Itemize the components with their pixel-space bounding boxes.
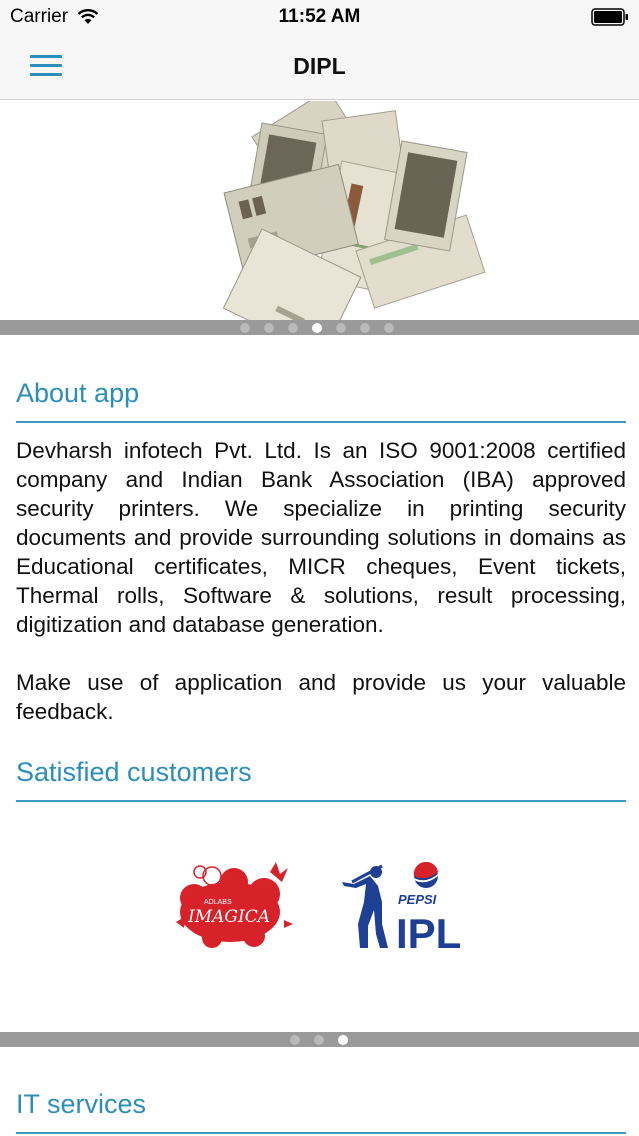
banner-page-dot[interactable] [336, 323, 346, 333]
banner-carousel[interactable] [0, 101, 639, 320]
customers-pager [0, 1032, 639, 1047]
security-documents-image [0, 101, 639, 320]
about-title: About app [16, 378, 140, 408]
page-title: DIPL [293, 53, 346, 79]
about-paragraph: Devharsh infotech Pvt. Ltd. Is an ISO 9001:2008 certified company and Indian Bank Association (IBA) approved security printers. We specialize in printing security documents and provide surrounding solutions in domains as Educational certificates, MICR cheques, Event tickets, Thermal rolls, Software & solutions, result processing, digitization and database generation. [16, 438, 626, 637]
carrier-label: Carrier [10, 6, 69, 27]
about-paragraph: Make use of application and provide us your valuable feedback. [16, 670, 626, 724]
banner-page-dot[interactable] [240, 323, 250, 333]
imagica-logo [172, 858, 294, 954]
banner-page-dot-active[interactable] [312, 323, 322, 333]
customers-carousel[interactable] [0, 810, 639, 1032]
status-bar [0, 0, 639, 34]
banner-page-dot[interactable] [264, 323, 274, 333]
pepsi-text: PEPSI [398, 892, 437, 907]
it-services-divider [16, 1132, 626, 1134]
banner-page-dot[interactable] [288, 323, 298, 333]
battery-icon [591, 8, 629, 31]
customers-page-dot-active[interactable] [338, 1035, 348, 1045]
customers-page-dot[interactable] [314, 1035, 324, 1045]
banner-page-dot[interactable] [360, 323, 370, 333]
customers-title: Satisfied customers [16, 757, 252, 787]
about-divider [16, 421, 626, 423]
status-time: 11:52 AM [278, 6, 361, 27]
banner-page-dot[interactable] [384, 323, 394, 333]
imagica-small-text: ADLABS [204, 899, 232, 906]
customers-divider [16, 800, 626, 802]
customers-page-dot[interactable] [290, 1035, 300, 1045]
it-services-title: IT services [16, 1089, 147, 1119]
pepsi-ipl-logo [340, 862, 468, 954]
imagica-main-text: IMAGICA [188, 907, 270, 927]
ipl-text: IPL [396, 910, 462, 954]
about-description [16, 436, 626, 726]
navigation-bar [0, 34, 639, 100]
banner-pager [0, 320, 639, 335]
